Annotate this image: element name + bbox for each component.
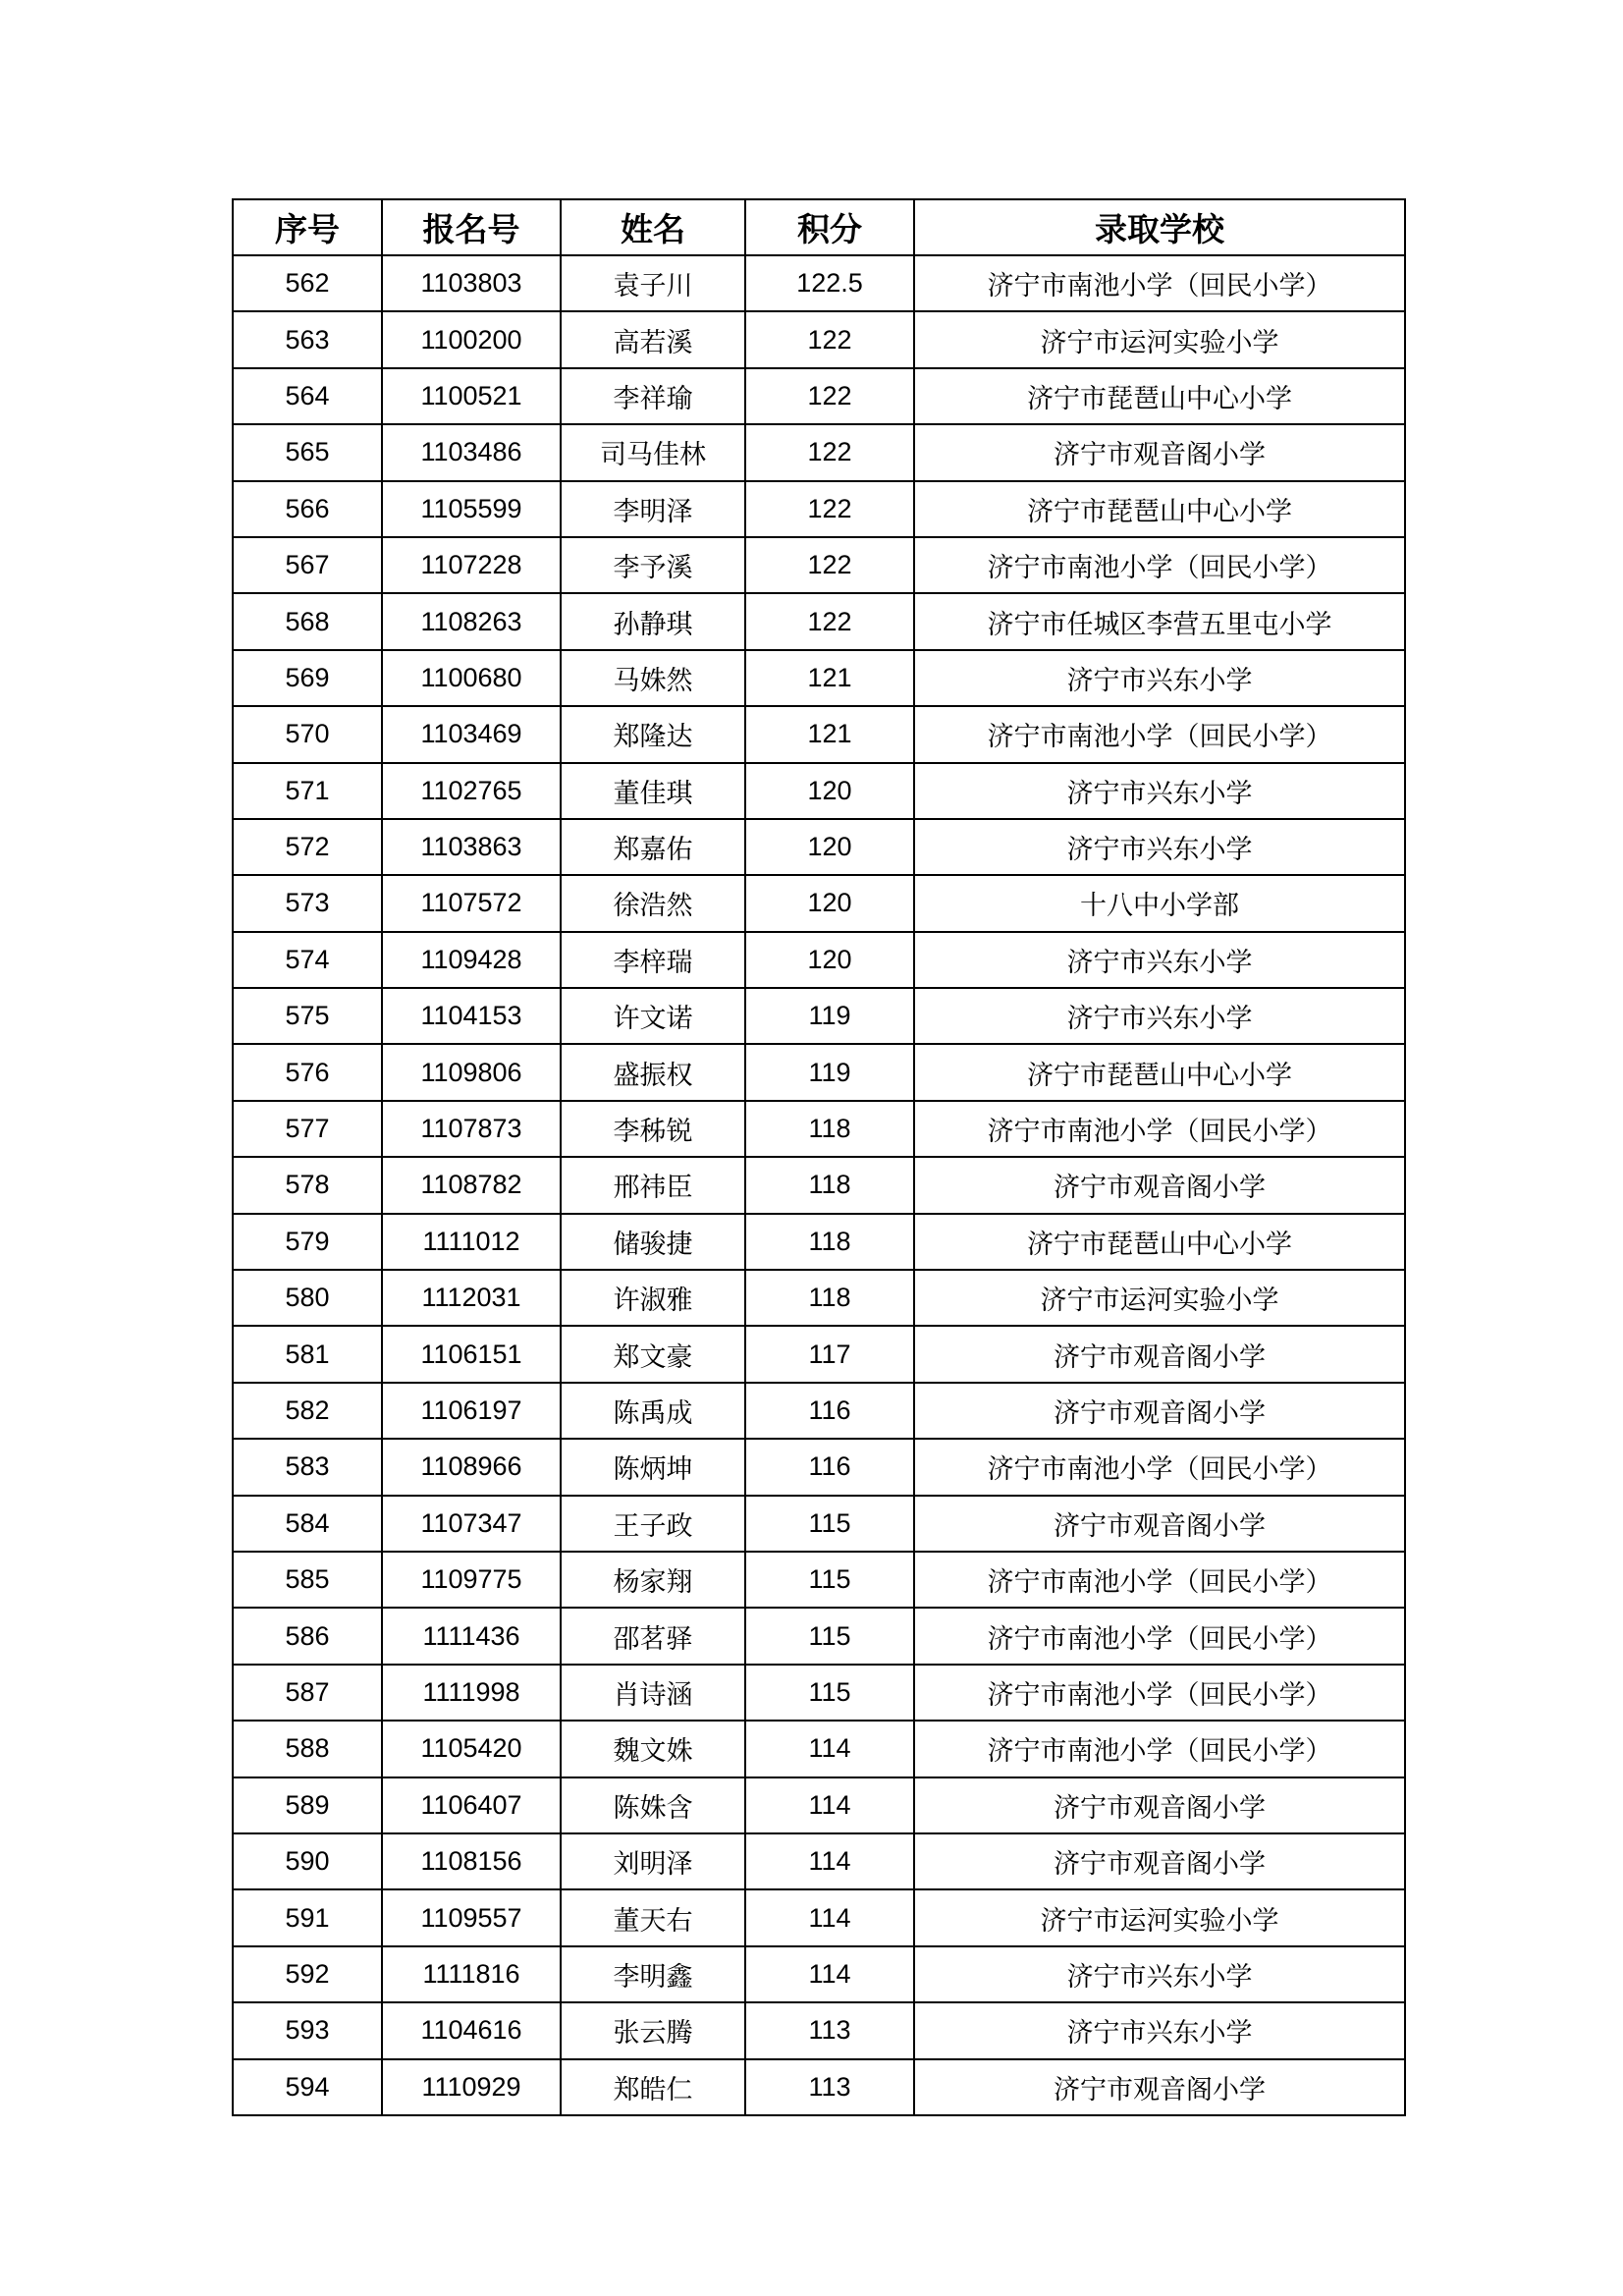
table-row	[233, 1833, 1405, 1889]
cell-reg-no: 1105599	[382, 481, 561, 537]
cell-seq: 564	[233, 368, 382, 424]
cell-name: 郑嘉佑	[561, 819, 745, 875]
cell-score: 118	[745, 1214, 914, 1270]
cell-school: 济宁市南池小学（回民小学）	[914, 1721, 1405, 1777]
cell-seq: 572	[233, 819, 382, 875]
cell-name: 张云腾	[561, 2002, 745, 2058]
cell-seq: 581	[233, 1326, 382, 1382]
cell-score: 122	[745, 537, 914, 593]
table-row	[233, 1552, 1405, 1608]
cell-school: 济宁市兴东小学	[914, 763, 1405, 819]
table-row	[233, 481, 1405, 537]
cell-reg-no: 1108156	[382, 1833, 561, 1889]
cell-seq: 571	[233, 763, 382, 819]
table-body	[233, 255, 1405, 2115]
cell-score: 122	[745, 424, 914, 480]
cell-score: 115	[745, 1496, 914, 1552]
cell-name: 李明泽	[561, 481, 745, 537]
table-row	[233, 1665, 1405, 1721]
table-row	[233, 706, 1405, 762]
cell-reg-no: 1109428	[382, 932, 561, 988]
cell-name: 李予溪	[561, 537, 745, 593]
table-row	[233, 1383, 1405, 1439]
cell-score: 113	[745, 2002, 914, 2058]
table-row	[233, 1044, 1405, 1100]
cell-school: 济宁市琵琶山中心小学	[914, 1214, 1405, 1270]
cell-name: 刘明泽	[561, 1833, 745, 1889]
cell-seq: 584	[233, 1496, 382, 1552]
cell-seq: 594	[233, 2059, 382, 2115]
cell-score: 122	[745, 311, 914, 367]
cell-name: 高若溪	[561, 311, 745, 367]
table-row	[233, 255, 1405, 311]
cell-seq: 583	[233, 1439, 382, 1495]
cell-seq: 589	[233, 1777, 382, 1833]
header-reg-no: 报名号	[382, 199, 561, 255]
cell-score: 119	[745, 1044, 914, 1100]
table-row	[233, 1608, 1405, 1664]
table-row	[233, 2002, 1405, 2058]
table-row	[233, 650, 1405, 706]
cell-name: 杨家翔	[561, 1552, 745, 1608]
table-row	[233, 593, 1405, 649]
cell-school: 济宁市运河实验小学	[914, 1270, 1405, 1326]
cell-seq: 569	[233, 650, 382, 706]
cell-school: 济宁市兴东小学	[914, 2002, 1405, 2058]
table-row	[233, 1721, 1405, 1777]
cell-score: 118	[745, 1270, 914, 1326]
cell-score: 121	[745, 706, 914, 762]
cell-seq: 592	[233, 1946, 382, 2002]
cell-reg-no: 1112031	[382, 1270, 561, 1326]
cell-score: 120	[745, 875, 914, 931]
cell-score: 117	[745, 1326, 914, 1382]
cell-school: 济宁市兴东小学	[914, 988, 1405, 1044]
cell-reg-no: 1100200	[382, 311, 561, 367]
cell-seq: 578	[233, 1157, 382, 1213]
cell-score: 114	[745, 1833, 914, 1889]
cell-name: 许文诺	[561, 988, 745, 1044]
cell-school: 济宁市琵琶山中心小学	[914, 368, 1405, 424]
cell-reg-no: 1104616	[382, 2002, 561, 2058]
cell-seq: 570	[233, 706, 382, 762]
cell-name: 邵茗驿	[561, 1608, 745, 1664]
cell-school: 济宁市兴东小学	[914, 932, 1405, 988]
cell-school: 济宁市南池小学（回民小学）	[914, 706, 1405, 762]
cell-score: 120	[745, 763, 914, 819]
table-row	[233, 875, 1405, 931]
cell-school: 济宁市南池小学（回民小学）	[914, 1439, 1405, 1495]
cell-school: 济宁市南池小学（回民小学）	[914, 1608, 1405, 1664]
cell-seq: 562	[233, 255, 382, 311]
cell-name: 陈禹成	[561, 1383, 745, 1439]
cell-score: 116	[745, 1439, 914, 1495]
cell-school: 济宁市运河实验小学	[914, 311, 1405, 367]
cell-seq: 576	[233, 1044, 382, 1100]
cell-seq: 588	[233, 1721, 382, 1777]
cell-name: 司马佳林	[561, 424, 745, 480]
table-header	[233, 199, 1405, 255]
cell-reg-no: 1106151	[382, 1326, 561, 1382]
cell-name: 邢祎臣	[561, 1157, 745, 1213]
cell-reg-no: 1108263	[382, 593, 561, 649]
cell-name: 储骏捷	[561, 1214, 745, 1270]
table-row	[233, 1326, 1405, 1382]
table-row	[233, 1101, 1405, 1157]
cell-name: 李秭锐	[561, 1101, 745, 1157]
table-row	[233, 932, 1405, 988]
cell-seq: 567	[233, 537, 382, 593]
cell-score: 113	[745, 2059, 914, 2115]
cell-school: 济宁市观音阁小学	[914, 1833, 1405, 1889]
cell-score: 119	[745, 988, 914, 1044]
cell-name: 马姝然	[561, 650, 745, 706]
cell-seq: 586	[233, 1608, 382, 1664]
cell-seq: 573	[233, 875, 382, 931]
cell-seq: 566	[233, 481, 382, 537]
cell-seq: 585	[233, 1552, 382, 1608]
table-row	[233, 1889, 1405, 1945]
cell-name: 郑隆达	[561, 706, 745, 762]
cell-reg-no: 1103803	[382, 255, 561, 311]
cell-name: 孙静琪	[561, 593, 745, 649]
cell-name: 李祥瑜	[561, 368, 745, 424]
table-row	[233, 1777, 1405, 1833]
cell-reg-no: 1111998	[382, 1665, 561, 1721]
cell-score: 116	[745, 1383, 914, 1439]
cell-school: 十八中小学部	[914, 875, 1405, 931]
cell-name: 肖诗涵	[561, 1665, 745, 1721]
cell-name: 郑皓仁	[561, 2059, 745, 2115]
cell-score: 115	[745, 1608, 914, 1664]
header-school: 录取学校	[914, 199, 1405, 255]
cell-reg-no: 1107228	[382, 537, 561, 593]
cell-school: 济宁市琵琶山中心小学	[914, 481, 1405, 537]
cell-reg-no: 1109806	[382, 1044, 561, 1100]
cell-school: 济宁市琵琶山中心小学	[914, 1044, 1405, 1100]
cell-seq: 590	[233, 1833, 382, 1889]
cell-school: 济宁市观音阁小学	[914, 1383, 1405, 1439]
cell-school: 济宁市兴东小学	[914, 819, 1405, 875]
cell-school: 济宁市南池小学（回民小学）	[914, 1552, 1405, 1608]
cell-name: 陈姝含	[561, 1777, 745, 1833]
cell-reg-no: 1102765	[382, 763, 561, 819]
cell-score: 118	[745, 1101, 914, 1157]
cell-score: 114	[745, 1721, 914, 1777]
table-row	[233, 819, 1405, 875]
cell-seq: 565	[233, 424, 382, 480]
cell-school: 济宁市观音阁小学	[914, 1777, 1405, 1833]
header-name: 姓名	[561, 199, 745, 255]
cell-name: 郑文豪	[561, 1326, 745, 1382]
cell-name: 盛振权	[561, 1044, 745, 1100]
cell-seq: 575	[233, 988, 382, 1044]
cell-score: 121	[745, 650, 914, 706]
cell-name: 董天右	[561, 1889, 745, 1945]
table-row	[233, 988, 1405, 1044]
cell-reg-no: 1103469	[382, 706, 561, 762]
cell-reg-no: 1104153	[382, 988, 561, 1044]
cell-school: 济宁市兴东小学	[914, 650, 1405, 706]
cell-score: 122	[745, 593, 914, 649]
cell-school: 济宁市观音阁小学	[914, 1157, 1405, 1213]
table-row	[233, 424, 1405, 480]
cell-school: 济宁市南池小学（回民小学）	[914, 255, 1405, 311]
cell-reg-no: 1109775	[382, 1552, 561, 1608]
cell-reg-no: 1103863	[382, 819, 561, 875]
cell-school: 济宁市观音阁小学	[914, 1326, 1405, 1382]
cell-name: 袁子川	[561, 255, 745, 311]
table-row	[233, 537, 1405, 593]
cell-score: 115	[745, 1552, 914, 1608]
cell-name: 许淑雅	[561, 1270, 745, 1326]
cell-score: 120	[745, 932, 914, 988]
cell-reg-no: 1107347	[382, 1496, 561, 1552]
cell-seq: 574	[233, 932, 382, 988]
admission-table	[232, 198, 1406, 2116]
cell-seq: 591	[233, 1889, 382, 1945]
cell-school: 济宁市观音阁小学	[914, 424, 1405, 480]
cell-score: 122.5	[745, 255, 914, 311]
table-row	[233, 1496, 1405, 1552]
table-row	[233, 1270, 1405, 1326]
cell-score: 114	[745, 1889, 914, 1945]
cell-score: 115	[745, 1665, 914, 1721]
cell-school: 济宁市南池小学（回民小学）	[914, 1101, 1405, 1157]
table-row	[233, 763, 1405, 819]
cell-reg-no: 1111816	[382, 1946, 561, 2002]
cell-seq: 582	[233, 1383, 382, 1439]
cell-seq: 587	[233, 1665, 382, 1721]
cell-name: 魏文姝	[561, 1721, 745, 1777]
table-row	[233, 1946, 1405, 2002]
cell-seq: 593	[233, 2002, 382, 2058]
cell-school: 济宁市观音阁小学	[914, 1496, 1405, 1552]
cell-name: 徐浩然	[561, 875, 745, 931]
cell-seq: 580	[233, 1270, 382, 1326]
cell-name: 王子政	[561, 1496, 745, 1552]
cell-school: 济宁市观音阁小学	[914, 2059, 1405, 2115]
cell-school: 济宁市南池小学（回民小学）	[914, 1665, 1405, 1721]
table-row	[233, 1214, 1405, 1270]
cell-reg-no: 1107572	[382, 875, 561, 931]
table-row	[233, 1439, 1405, 1495]
header-seq: 序号	[233, 199, 382, 255]
cell-reg-no: 1107873	[382, 1101, 561, 1157]
cell-reg-no: 1108966	[382, 1439, 561, 1495]
header-row	[233, 199, 1405, 255]
cell-name: 董佳琪	[561, 763, 745, 819]
cell-reg-no: 1108782	[382, 1157, 561, 1213]
header-score: 积分	[745, 199, 914, 255]
cell-school: 济宁市兴东小学	[914, 1946, 1405, 2002]
cell-score: 118	[745, 1157, 914, 1213]
cell-reg-no: 1100521	[382, 368, 561, 424]
cell-school: 济宁市任城区李营五里屯小学	[914, 593, 1405, 649]
cell-score: 122	[745, 368, 914, 424]
cell-name: 李梓瑞	[561, 932, 745, 988]
cell-score: 122	[745, 481, 914, 537]
cell-seq: 568	[233, 593, 382, 649]
cell-score: 114	[745, 1777, 914, 1833]
cell-reg-no: 1106407	[382, 1777, 561, 1833]
cell-school: 济宁市运河实验小学	[914, 1889, 1405, 1945]
cell-reg-no: 1110929	[382, 2059, 561, 2115]
cell-score: 114	[745, 1946, 914, 2002]
cell-seq: 579	[233, 1214, 382, 1270]
cell-reg-no: 1100680	[382, 650, 561, 706]
cell-reg-no: 1111012	[382, 1214, 561, 1270]
cell-name: 陈炳坤	[561, 1439, 745, 1495]
table-row	[233, 368, 1405, 424]
cell-reg-no: 1105420	[382, 1721, 561, 1777]
cell-school: 济宁市南池小学（回民小学）	[914, 537, 1405, 593]
cell-seq: 577	[233, 1101, 382, 1157]
cell-name: 李明鑫	[561, 1946, 745, 2002]
table-row	[233, 311, 1405, 367]
cell-reg-no: 1111436	[382, 1608, 561, 1664]
cell-reg-no: 1103486	[382, 424, 561, 480]
cell-reg-no: 1106197	[382, 1383, 561, 1439]
table-row	[233, 1157, 1405, 1213]
cell-score: 120	[745, 819, 914, 875]
table-row	[233, 2059, 1405, 2115]
cell-reg-no: 1109557	[382, 1889, 561, 1945]
cell-seq: 563	[233, 311, 382, 367]
